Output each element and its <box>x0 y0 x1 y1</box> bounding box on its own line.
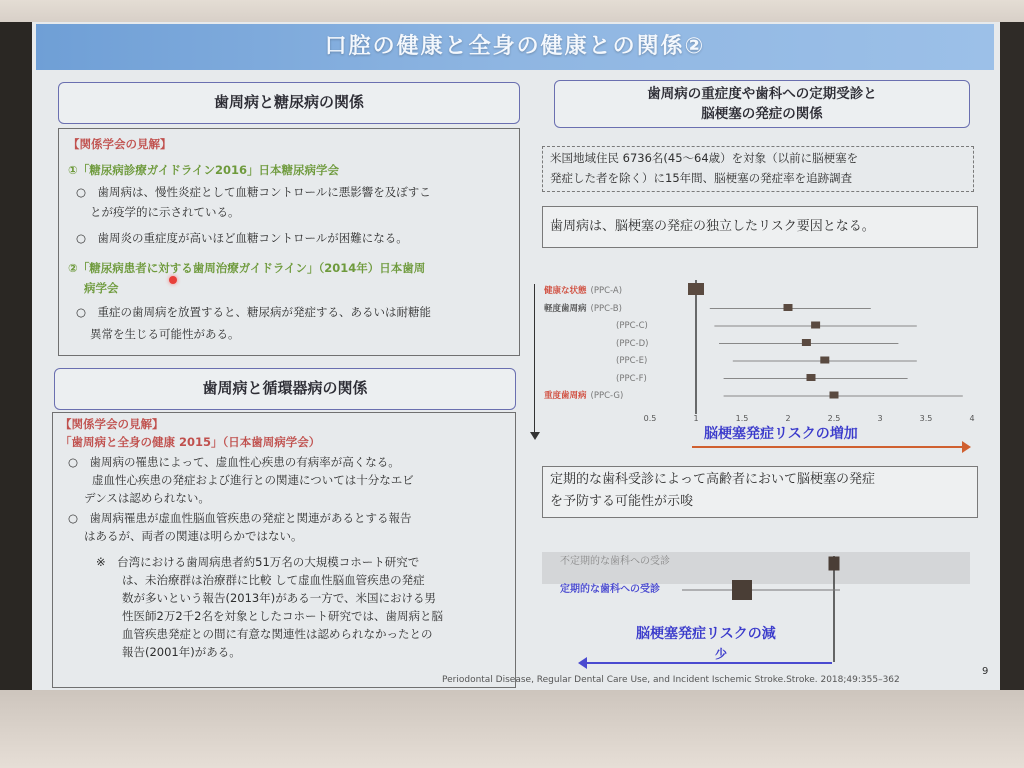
risk-decrease-label <box>636 626 776 642</box>
forest1-tick-label: 0.5 <box>643 414 657 423</box>
finding2-line1: 定期的な歯科受診によって高齢者において脳梗塞の発症 <box>550 472 876 487</box>
risk-increase-label <box>704 426 858 442</box>
circulatory-section-label: 【関係学会の見解】 <box>60 417 164 431</box>
forest1-row-group: 健康な状態 <box>544 286 587 296</box>
stroke-heading-line1: 歯周病の重症度や歯科への定期受診と <box>647 86 877 102</box>
forest1-estimate-box <box>784 304 793 311</box>
forest2-row-label: 定期的な歯科への受診 <box>560 584 660 595</box>
diabetes-item1-bullet1: ○ 歯周病は、慢性炎症として血糖コントロールに悪影響を及ぼすこ <box>76 185 431 199</box>
study-design-line1: 米国地域住民 6736名(45～64歳）を対象（以前に脳梗塞を <box>550 151 859 165</box>
forest1-tick-label: 2.5 <box>827 414 841 423</box>
forest1-estimate-box <box>802 339 811 346</box>
diabetes-item1-bullet2: ○ 歯周炎の重症度が高いほど血糖コントロールが困難になる。 <box>76 231 408 245</box>
room-wall-right <box>1000 22 1024 690</box>
finding2-line2: を予防する可能性が示唆 <box>550 494 694 509</box>
circulatory-bullet2: ○ 歯周病罹患が虚血性脳血管疾患の発症と関連があるとする報告 <box>68 511 412 525</box>
circulatory-note-5: 血管疾患発症との間に有意な関連性は認められなかったとの <box>122 627 433 641</box>
forest1-estimate-box <box>811 322 820 329</box>
forest1-tick-label: 1 <box>693 414 699 423</box>
circulatory-item-title <box>60 434 320 450</box>
forest1-row-code: (PPC-F) <box>616 373 647 384</box>
citation: Periodontal Disease, Regular Dental Care Use, and Incident Ischemic Stroke.Stroke. 2018;49:355–362 <box>442 675 900 685</box>
forest1-estimate-box <box>807 374 816 381</box>
finding1-text: 歯周病は、脳梗塞の発症の独立したリスク要因となる。 <box>550 219 875 234</box>
room-wall-left <box>0 22 32 690</box>
diabetes-section-label: 【関係学会の見解】 <box>68 137 172 151</box>
page-number: 9 <box>982 666 989 677</box>
forest2-estimate-box <box>829 557 840 571</box>
circulatory-note-1: ※ 台湾における歯周病患者約51万名の大規模コホート研究で <box>96 555 420 569</box>
risk-decrease-label-cont-text: 少 <box>715 647 728 661</box>
forest1-row-code: (PPC-E) <box>616 356 648 366</box>
forest-plot-periodontal <box>632 258 982 428</box>
risk-decrease-arrow <box>586 662 832 664</box>
diabetes-heading-box <box>58 82 520 124</box>
forest1-row-group: 軽度歯周病 <box>544 303 587 314</box>
risk-axis-arrow <box>534 284 535 434</box>
risk-increase-arrow <box>692 446 964 448</box>
circulatory-item-title-text: 「歯周病と全身の健康 2015」（日本歯周病学会） <box>60 435 321 449</box>
diabetes-item2-title: ②「糖尿病患者に対する歯周治療ガイドライン」（2014年）日本歯周 <box>68 261 426 275</box>
forest1-tick-label: 2 <box>785 414 791 423</box>
circulatory-note-6: 報告(2001年)がある。 <box>122 645 241 659</box>
forest1-row-code: (PPC-A) <box>590 286 623 296</box>
forest1-row-label <box>544 301 622 317</box>
stroke-heading-line2: 脳梗塞の発症の関係 <box>701 106 823 122</box>
study-design-line2: 発症した者を除く）に15年間、脳梗塞の発症率を追跡調査 <box>550 171 853 185</box>
circulatory-note-3: 数が多いという報告(2013年)がある一方で、米国における男 <box>122 591 437 605</box>
circulatory-bullet1-cont2: デンスは認められない。 <box>84 491 210 505</box>
circulatory-heading-box <box>54 368 516 410</box>
projected-slide <box>32 22 1000 690</box>
circulatory-heading: 歯周病と循環器病の関係 <box>202 379 368 397</box>
circulatory-note-4: 性医師2万2千2名を対象としたコホート研究では、歯周病と脳 <box>122 609 443 623</box>
risk-axis-arrow-head <box>530 432 540 440</box>
risk-increase-label-text: 脳梗塞発症リスクの増加 <box>704 426 858 442</box>
forest1-row-label <box>544 388 623 404</box>
forest1-row-code: (PPC-G) <box>590 391 624 401</box>
diabetes-item2-bullet: ○ 重症の歯周病を放置すると、糖尿病が発症する、あるいは耐糖能 <box>76 305 432 319</box>
forest2-row-label: 不定期的な歯科への受診 <box>560 556 670 567</box>
risk-decrease-arrow-head <box>578 657 587 669</box>
forest1-tick-label: 1.5 <box>735 414 749 423</box>
circulatory-bullet1: ○ 歯周病の罹患によって、虚血性心疾患の有病率が高くなる。 <box>68 455 400 469</box>
risk-decrease-label-text: 脳梗塞発症リスクの減 <box>636 626 776 642</box>
diabetes-item1-bullet1-cont: とが疫学的に示されている。 <box>90 205 240 219</box>
diabetes-item1-title: ①「糖尿病診療ガイドライン2016」日本糖尿病学会 <box>68 163 340 177</box>
forest1-row-group: 重度歯周病 <box>544 391 587 401</box>
risk-decrease-label-cont <box>715 646 727 662</box>
diabetes-item2-bullet-cont: 異常を生じる可能性がある。 <box>90 327 240 341</box>
forest1-tick-label: 3 <box>877 414 883 423</box>
laser-pointer-dot <box>169 276 177 284</box>
circulatory-note-2: は、未治療群は治療群に比較 して虚血性脳血管疾患の発症 <box>122 573 425 587</box>
forest1-row-code: (PPC-C) <box>616 321 648 331</box>
forest1-tick-label: 4 <box>969 414 975 423</box>
forest1-row-code: (PPC-B) <box>590 303 622 314</box>
circulatory-bullet2-cont: はあるが、両者の関連は明らかではない。 <box>84 529 303 543</box>
forest2-estimate-box <box>732 580 752 600</box>
forest1-tick-label: 3.5 <box>919 414 933 423</box>
forest1-row-label <box>544 283 622 299</box>
diabetes-heading: 歯周病と糖尿病の関係 <box>213 93 364 111</box>
slide-title: 口腔の健康と全身の健康との関係② <box>324 34 706 59</box>
stroke-heading-box <box>554 80 970 128</box>
risk-increase-arrow-head <box>962 441 971 453</box>
diabetes-item2-title-cont: 病学会 <box>84 281 119 295</box>
room-wall-bottom <box>0 690 1024 768</box>
forest1-estimate-box <box>688 283 704 295</box>
room-wall-top <box>0 0 1024 22</box>
forest1-row-code: (PPC-D) <box>616 338 649 349</box>
circulatory-bullet1-cont1: 虚血性心疾患の発症および進行との関連については十分なエビ <box>92 473 414 487</box>
forest1-estimate-box <box>830 392 839 399</box>
slide-title-bar <box>36 24 994 70</box>
forest1-estimate-box <box>820 357 829 364</box>
